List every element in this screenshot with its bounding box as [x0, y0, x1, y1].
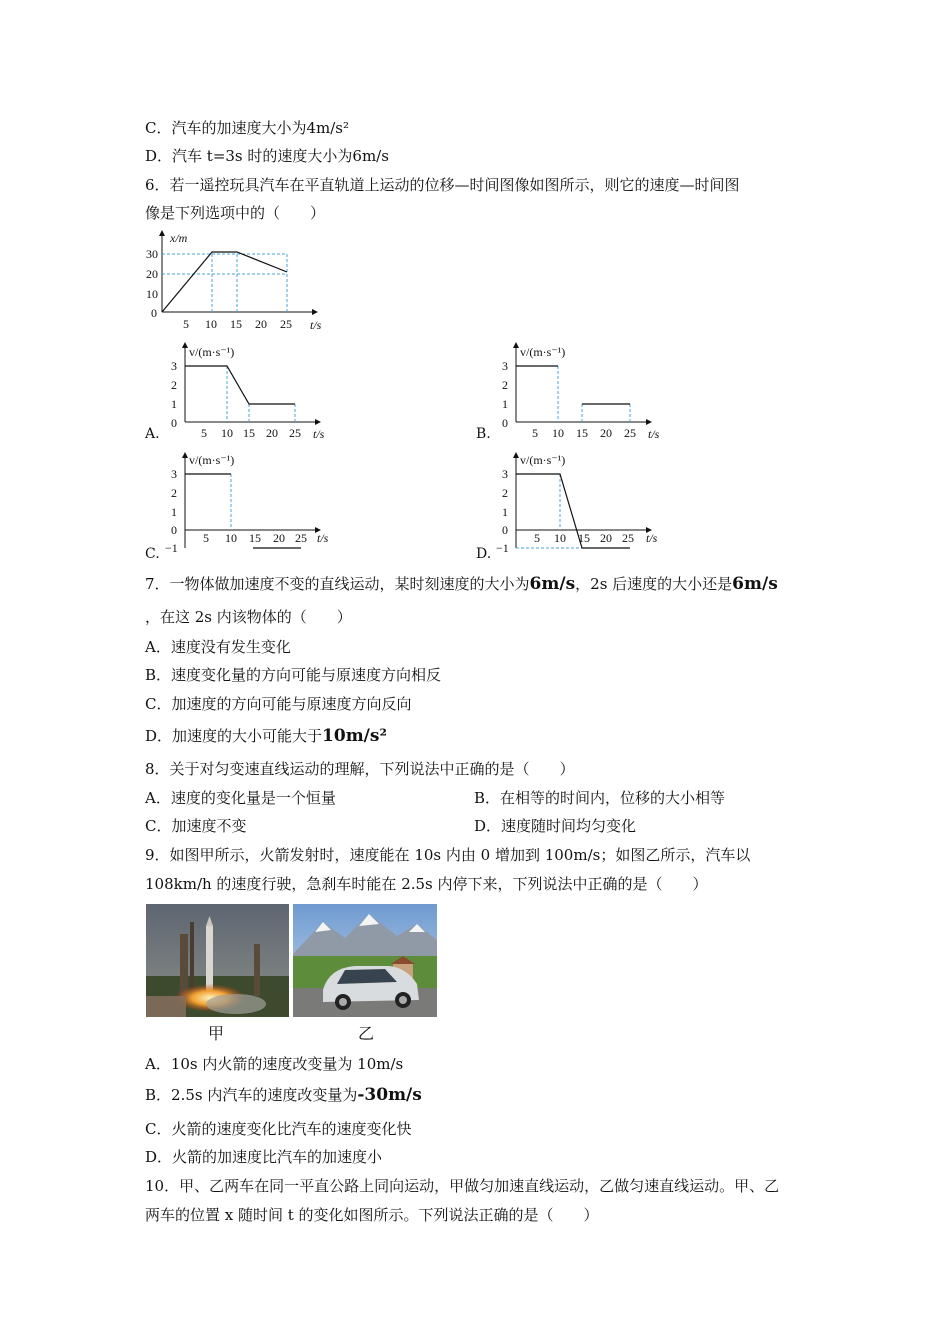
q9-option-b-value: -30m/s: [357, 1085, 422, 1105]
vt-a-ytick: 1: [171, 397, 177, 411]
vt-b-ylabel: v/(m·s⁻¹): [520, 345, 566, 359]
vt-d-xtick: 5: [534, 531, 540, 545]
vt-a-xlabel: t/s: [313, 427, 325, 441]
xt-ytick: 20: [146, 267, 158, 281]
vt-d-ytick: −1: [496, 541, 509, 555]
q8-option-a[interactable]: A．速度的变化量是一个恒量: [145, 789, 336, 807]
q6-option-c-letter[interactable]: C.: [145, 546, 160, 562]
caption-yi: 乙: [358, 1024, 375, 1043]
vt-c-ytick: 1: [171, 505, 177, 519]
q7-option-d-text: D．加速度的大小可能大于: [145, 727, 323, 745]
q9-option-b-text: B．2.5s 内汽车的速度改变量为: [145, 1086, 358, 1104]
vt-c-xtick: 5: [203, 531, 209, 545]
vt-b-xlabel: t/s: [648, 427, 660, 441]
q7-stem-line1: [145, 574, 778, 594]
xt-graph: [140, 228, 330, 336]
vt-b-xtick: 10: [552, 426, 564, 440]
q7-speed1: 6m/s: [529, 574, 576, 594]
q8-option-b[interactable]: B．在相等的时间内，位移的大小相等: [474, 789, 726, 807]
q6-stem-line1: 6．若一遥控玩具汽车在平直轨道上运动的位移—时间图像如图所示，则它的速度—时间图: [145, 176, 740, 194]
vt-c-ytick: 2: [171, 486, 177, 500]
xt-guides: [162, 254, 287, 312]
caption-jia: 甲: [208, 1024, 225, 1043]
vt-a-ytick: 0: [171, 416, 177, 430]
vt-d-xtick: 20: [600, 531, 612, 545]
vt-c-xtick: 15: [249, 531, 261, 545]
vt-b-ytick: 2: [502, 378, 508, 392]
q6-stem-line2: 像是下列选项中的（ ）: [145, 204, 326, 222]
q7-speed2: 6m/s: [732, 574, 778, 594]
q6-option-b-letter[interactable]: B.: [476, 426, 491, 442]
xt-ytick: 30: [146, 247, 158, 261]
vt-c-xlabel: t/s: [317, 531, 329, 545]
q8-stem: 8．关于对匀变速直线运动的理解，下列说法中正确的是（ ）: [145, 760, 575, 778]
vt-d-ytick: 3: [502, 467, 508, 481]
vt-c-xtick: 20: [273, 531, 285, 545]
xt-ylabel: x/m: [170, 231, 188, 245]
q5-option-c: C．汽车的加速度大小为4m/s²: [145, 119, 350, 137]
vt-a-ylabel: v/(m·s⁻¹): [189, 345, 235, 359]
q7-stem-text2: ，2s 后速度的大小还是: [575, 575, 733, 593]
vt-a-ytick: 3: [171, 359, 177, 373]
vt-a-ytick: 2: [171, 378, 177, 392]
vt-b-xtick: 20: [600, 426, 612, 440]
xt-xtick: 25: [280, 317, 292, 331]
vt-c-xtick: 10: [225, 531, 237, 545]
vt-b-ytick: 1: [502, 397, 508, 411]
vt-c-ylabel: v/(m·s⁻¹): [189, 453, 235, 467]
q9-option-a[interactable]: A．10s 内火箭的速度改变量为 10m/s: [145, 1055, 404, 1073]
q8-option-c[interactable]: C．加速度不变: [145, 817, 247, 835]
vt-a-xtick: 25: [289, 426, 301, 440]
vt-d-ytick: 2: [502, 486, 508, 500]
q6-option-a-letter[interactable]: A.: [145, 426, 160, 442]
q9-stem-line2: 108km/h 的速度行驶，急刹车时能在 2.5s 内停下来，下列说法中正确的是（ ）: [145, 875, 708, 893]
vt-b-xtick: 5: [532, 426, 538, 440]
vt-a-xtick: 10: [221, 426, 233, 440]
xt-curve: [162, 252, 287, 312]
q9-option-b[interactable]: [145, 1085, 422, 1105]
q9-option-c[interactable]: C．火箭的速度变化比汽车的速度变化快: [145, 1120, 412, 1138]
xt-xtick: 10: [205, 317, 217, 331]
vt-b-xtick: 15: [576, 426, 588, 440]
vt-d-ytick: 0: [502, 523, 508, 537]
q8-option-d[interactable]: D．速度随时间均匀变化: [474, 817, 637, 835]
q7-stem-text: 7．一物体做加速度不变的直线运动，某时刻速度的大小为: [145, 575, 530, 593]
q7-stem-line2: ，在这 2s 内该物体的（ ）: [145, 608, 352, 626]
q6-option-d-letter[interactable]: D.: [476, 546, 492, 562]
q10-stem-line2: 两车的位置 x 随时间 t 的变化如图所示。下列说法正确的是（ ）: [145, 1206, 599, 1224]
xt-xtick: 20: [255, 317, 267, 331]
q9-option-d[interactable]: D．火箭的加速度比汽车的加速度小: [145, 1148, 383, 1166]
vt-b-xtick: 25: [624, 426, 636, 440]
xt-x-arrow: [312, 309, 318, 315]
vt-a-curve: [185, 366, 295, 404]
vt-graph-c[interactable]: [165, 450, 340, 560]
xt-xtick: 5: [183, 317, 189, 331]
vt-c-ytick: 0: [171, 523, 177, 537]
vt-b-ytick: 3: [502, 359, 508, 373]
vt-b-ytick: 0: [502, 416, 508, 430]
vt-d-ytick: 1: [502, 505, 508, 519]
xt-y-arrow: [159, 230, 165, 236]
q7-option-b[interactable]: B．速度变化量的方向可能与原速度方向相反: [145, 666, 442, 684]
vt-a-xtick: 5: [201, 426, 207, 440]
q9-stem-line1: 9．如图甲所示，火箭发射时，速度能在 10s 内由 0 增加到 100m/s；如图乙所示，汽车以: [145, 846, 751, 864]
vt-graph-d[interactable]: [496, 450, 671, 560]
q7-option-d[interactable]: [145, 726, 387, 746]
car-image: [293, 904, 437, 1017]
q5-option-d: D．汽车 t=3s 时的速度大小为6m/s: [145, 147, 389, 165]
q7-option-d-value: 10m/s²: [322, 726, 387, 746]
vt-d-ylabel: v/(m·s⁻¹): [520, 453, 566, 467]
vt-c-xtick: 25: [295, 531, 307, 545]
xt-ytick: 0: [151, 306, 157, 320]
q10-stem-line1: 10．甲、乙两车在同一平直公路上同向运动，甲做匀加速直线运动，乙做匀速直线运动。甲、乙: [145, 1177, 780, 1195]
vt-d-xtick: 15: [578, 531, 590, 545]
q7-option-c[interactable]: C．加速度的方向可能与原速度方向反向: [145, 695, 412, 713]
vt-c-ytick: −1: [165, 541, 178, 555]
vt-a-xtick: 15: [243, 426, 255, 440]
vt-d-xtick: 25: [622, 531, 634, 545]
rocket-launch-image: [146, 904, 289, 1017]
car-photo: [293, 904, 437, 1017]
xt-xlabel: t/s: [310, 318, 322, 332]
vt-d-xtick: 10: [554, 531, 566, 545]
vt-a-xtick: 20: [266, 426, 278, 440]
xt-xtick: 15: [230, 317, 242, 331]
vt-graph-b[interactable]: [496, 340, 671, 442]
vt-d-xlabel: t/s: [646, 531, 658, 545]
vt-c-ytick: 3: [171, 467, 177, 481]
xt-ytick: 10: [146, 287, 158, 301]
q7-option-a[interactable]: A．速度没有发生变化: [145, 638, 291, 656]
vt-graph-a[interactable]: [165, 340, 340, 442]
rocket-photo: [146, 904, 289, 1017]
